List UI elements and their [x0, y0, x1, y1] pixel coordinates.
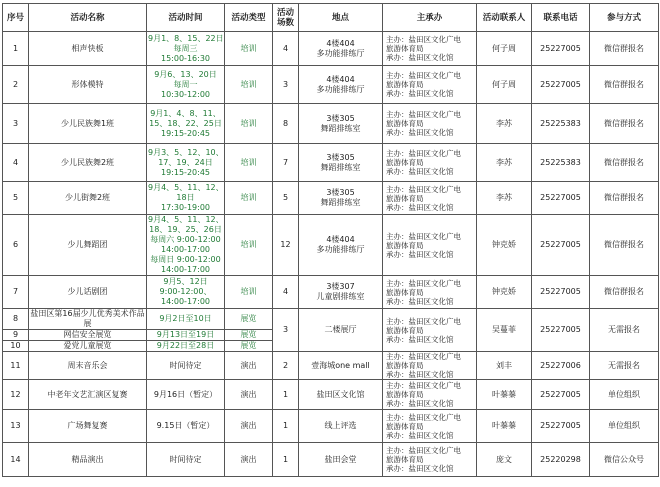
row-no: 13	[3, 410, 29, 443]
session-count: 4	[273, 32, 299, 66]
activity-type: 培训	[225, 182, 273, 215]
table-row	[3, 66, 659, 104]
participation-method: 微信群报名	[590, 215, 659, 276]
activity-place: 4楼404 多功能排练厅	[299, 215, 383, 276]
participation-method: 无需报名	[590, 352, 659, 380]
row-no: 8	[3, 309, 29, 330]
row-no: 2	[3, 66, 29, 104]
activity-name: 少儿话剧团	[29, 276, 147, 309]
header-phone: 联系电话	[532, 4, 590, 32]
participation-method: 微信群报名	[590, 182, 659, 215]
activity-time: 9月1、4、8、11、 15、18、22、25日 19:15-20:45	[147, 104, 225, 144]
activity-type: 培训	[225, 104, 273, 144]
row-no: 6	[3, 215, 29, 276]
org-cell: 主办：盐田区文化广电 旅游体育局 承办：盐田区文化馆	[383, 410, 477, 443]
activity-name: 相声快板	[29, 32, 147, 66]
row-no: 1	[3, 32, 29, 66]
table-row	[3, 215, 659, 276]
contact-phone: 25227005	[532, 309, 590, 352]
activity-name: 少儿民族舞1班	[29, 104, 147, 144]
activity-name: 精品演出	[29, 443, 147, 477]
participation-method: 微信群报名	[590, 104, 659, 144]
activity-name: 盐田区第16届少儿优秀美术作品展	[30, 309, 145, 328]
activity-time: 9月1、8、15、22日 每周三 15:00-16:30	[147, 32, 225, 66]
org-cell: 主办：盐田区文化广电 旅游体育局 承办：盐田区文化馆	[383, 443, 477, 477]
contact-person: 何子周	[477, 32, 532, 66]
session-count: 2	[273, 352, 299, 380]
activity-time: 9月5、12日 9:00-12:00、 14:00-17:00	[147, 276, 225, 309]
table-row	[3, 309, 659, 330]
activity-name: 网信安全展览	[29, 330, 147, 341]
contact-person: 李苏	[477, 182, 532, 215]
contact-phone: 25227005	[532, 66, 590, 104]
org-cell: 主办：盐田区文化广电 旅游体育局 承办：盐田区文化馆	[383, 309, 477, 352]
contact-phone: 25220298	[532, 443, 590, 477]
header-sessions: 活动场数	[273, 4, 299, 32]
org-cell: 主办：盐田区文化广电 旅游体育局 承办：盐田区文化馆	[383, 182, 477, 215]
activity-type: 演出	[225, 380, 273, 410]
activity-table	[2, 3, 659, 477]
participation-method: 微信群报名	[590, 144, 659, 182]
participation-method: 微信公众号	[590, 443, 659, 477]
contact-person: 李苏	[477, 144, 532, 182]
contact-person: 刘丰	[477, 352, 532, 380]
header-type: 活动类型	[225, 4, 273, 32]
activity-time: 9月4、5、11、12、 18、19、25、26日 每周六 9:00-12:00 14:00-17:00 每周日 9:00-12:00 14:00-17:00	[148, 215, 224, 274]
activity-place: 3楼305 舞蹈排练室	[299, 104, 383, 144]
activity-place: 4楼404 多功能排练厅	[299, 66, 383, 104]
activity-time: 9月16日（暂定）	[147, 380, 225, 410]
contact-person: 叶蓁蓁	[477, 380, 532, 410]
activity-place: 3楼305 舞蹈排练室	[299, 144, 383, 182]
participation-method: 微信群报名	[590, 66, 659, 104]
activity-name: 形体模特	[29, 66, 147, 104]
activity-time: 9月2日至10日	[147, 309, 225, 330]
activity-time: 9月13日至19日	[147, 330, 225, 341]
participation-method: 微信群报名	[590, 276, 659, 309]
contact-person: 叶蓁蓁	[477, 410, 532, 443]
contact-phone: 25227005	[532, 410, 590, 443]
contact-phone: 25227005	[532, 380, 590, 410]
org-cell: 主办：盐田区文化广电 旅游体育局 承办：盐田区文化馆	[383, 380, 477, 410]
row-no: 10	[3, 341, 29, 352]
session-count: 1	[273, 443, 299, 477]
session-count: 7	[273, 144, 299, 182]
participation-method: 微信群报名	[590, 32, 659, 66]
header-name: 活动名称	[29, 4, 147, 32]
activity-type: 培训	[225, 276, 273, 309]
row-no: 9	[3, 330, 29, 341]
activity-type: 培训	[225, 215, 273, 276]
header-org: 主承办	[383, 4, 477, 32]
org-cell: 主办：盐田区文化广电 旅游体育局 承办：盐田区文化馆	[383, 66, 477, 104]
activity-place: 4楼404 多功能排练厅	[299, 32, 383, 66]
row-no: 3	[3, 104, 29, 144]
contact-phone: 25225383	[532, 104, 590, 144]
row-no: 14	[3, 443, 29, 477]
activity-place: 盐田区文化馆	[299, 380, 383, 410]
activity-type: 展览	[225, 309, 273, 330]
table-row	[3, 380, 659, 410]
activity-name: 爱党儿童展览	[29, 341, 147, 352]
table-row	[3, 410, 659, 443]
row-no: 11	[3, 352, 29, 380]
activity-place: 二楼展厅	[299, 309, 383, 352]
activity-type: 展览	[225, 330, 273, 341]
contact-person: 钟克娇	[477, 215, 532, 276]
contact-person: 庞文	[477, 443, 532, 477]
session-count: 1	[273, 380, 299, 410]
activity-name: 周末音乐会	[29, 352, 147, 380]
contact-phone: 25227005	[532, 182, 590, 215]
header-place: 地点	[299, 4, 383, 32]
session-count: 4	[273, 276, 299, 309]
activity-type: 展览	[225, 341, 273, 352]
contact-person: 吴蔓菲	[477, 309, 532, 352]
contact-phone: 25227005	[532, 32, 590, 66]
participation-method: 单位组织	[590, 380, 659, 410]
activity-name: 少儿民族舞2班	[29, 144, 147, 182]
activity-place: 盐田会堂	[299, 443, 383, 477]
table-row	[3, 276, 659, 309]
session-count: 12	[273, 215, 299, 276]
contact-person: 何子周	[477, 66, 532, 104]
org-cell: 主办：盐田区文化广电 旅游体育局 承办：盐田区文化馆	[383, 276, 477, 309]
header-row	[3, 4, 659, 32]
activity-name: 少儿舞蹈团	[29, 215, 147, 276]
activity-type: 培训	[225, 66, 273, 104]
session-count: 3	[273, 66, 299, 104]
activity-time: 9月4、5、11、12、 18日 17:30-19:00	[147, 182, 225, 215]
header-contact: 活动联系人	[477, 4, 532, 32]
row-no: 12	[3, 380, 29, 410]
row-no: 7	[3, 276, 29, 309]
activity-type: 培训	[225, 32, 273, 66]
header-no: 序号	[3, 4, 29, 32]
row-no: 5	[3, 182, 29, 215]
header-time: 活动时间	[147, 4, 225, 32]
org-cell: 主办：盐田区文化广电 旅游体育局 承办：盐田区文化馆	[383, 144, 477, 182]
activity-place: 3楼305 舞蹈排练室	[299, 182, 383, 215]
activity-type: 演出	[225, 352, 273, 380]
activity-type: 培训	[225, 144, 273, 182]
activity-place: 3楼307 儿童剧排练室	[299, 276, 383, 309]
activity-name: 中老年文艺汇演区复赛	[29, 380, 147, 410]
activity-place: 线上评选	[299, 410, 383, 443]
activity-time: 9月22日至28日	[147, 341, 225, 352]
session-count: 1	[273, 410, 299, 443]
table-row	[3, 352, 659, 380]
activity-name: 广场舞复赛	[29, 410, 147, 443]
contact-phone: 25225383	[532, 144, 590, 182]
contact-person: 钟克娇	[477, 276, 532, 309]
org-cell: 主办：盐田区文化广电 旅游体育局 承办：盐田区文化馆	[383, 352, 477, 380]
activity-time: 时间待定	[147, 352, 225, 380]
activity-time: 9月6、13、20日 每周一 10:30-12:00	[147, 66, 225, 104]
table-row	[3, 32, 659, 66]
session-count: 3	[273, 309, 299, 352]
activity-place: 壹海城one mall	[299, 352, 383, 380]
table-row	[3, 443, 659, 477]
contact-phone: 25227006	[532, 352, 590, 380]
session-count: 8	[273, 104, 299, 144]
table-row	[3, 104, 659, 144]
contact-phone: 25227005	[532, 215, 590, 276]
activity-time: 9.15日（暂定）	[147, 410, 225, 443]
org-cell: 主办：盐田区文化广电 旅游体育局 承办：盐田区文化馆	[383, 215, 477, 276]
activity-time: 时间待定	[147, 443, 225, 477]
activity-name: 少儿街舞2班	[29, 182, 147, 215]
participation-method: 单位组织	[590, 410, 659, 443]
org-cell: 主办：盐田区文化广电 旅游体育局 承办：盐田区文化馆	[383, 104, 477, 144]
activity-time: 9月3、5、12、10、 17、19、24日 19:15-20:45	[147, 144, 225, 182]
activity-type: 演出	[225, 410, 273, 443]
contact-phone: 25227005	[532, 276, 590, 309]
header-method: 参与方式	[590, 4, 659, 32]
activity-type: 演出	[225, 443, 273, 477]
session-count: 5	[273, 182, 299, 215]
participation-method: 无需报名	[590, 309, 659, 352]
row-no: 4	[3, 144, 29, 182]
org-cell: 主办：盐田区文化广电 旅游体育局 承办：盐田区文化馆	[383, 32, 477, 66]
table-row	[3, 144, 659, 182]
table-row	[3, 182, 659, 215]
contact-person: 李苏	[477, 104, 532, 144]
